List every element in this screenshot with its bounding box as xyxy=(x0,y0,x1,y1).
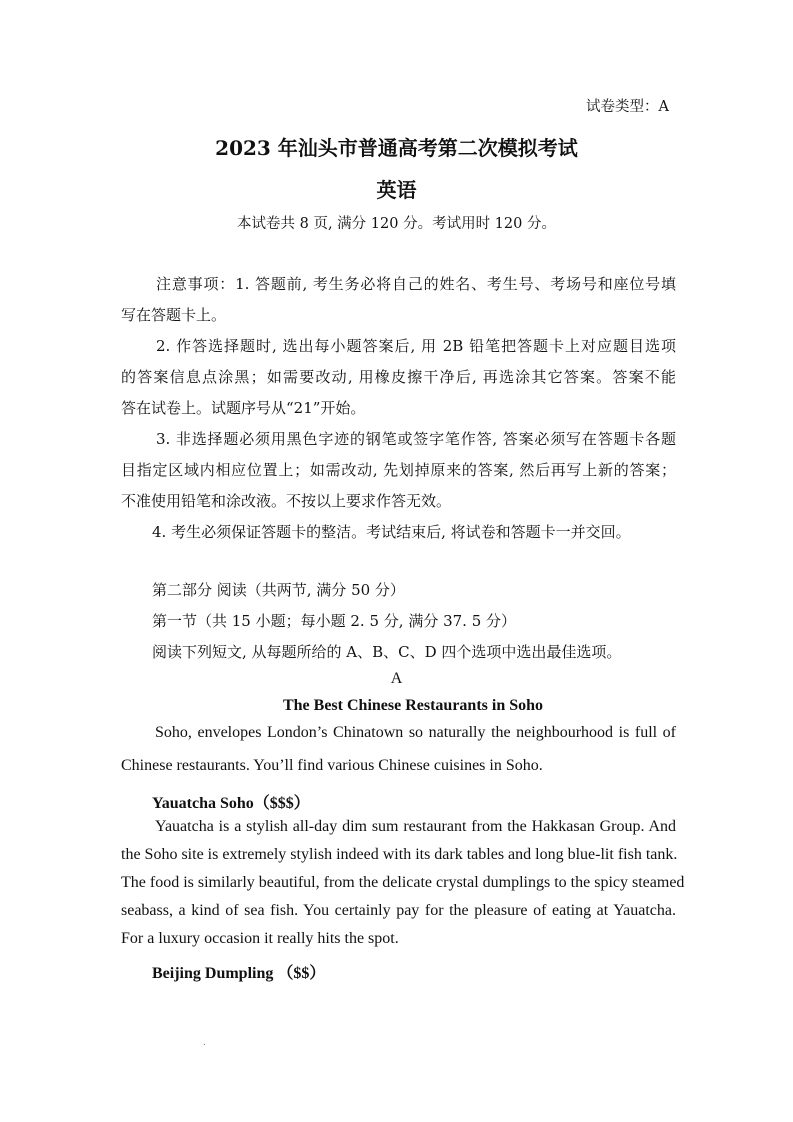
section-direction: 阅读下列短文, 从每题所给的 A、B、C、D 四个选项中选出最佳选项。 xyxy=(152,643,622,661)
passage-line: Soho, envelopes London’s Chinatown so naturally the neighbourhood is full of xyxy=(155,724,676,741)
instruction-line: 4. 考生必须保证答题卡的整洁。考试结束后, 将试卷和答题卡一并交回。 xyxy=(152,523,631,541)
exam-info: 本试卷共 8 页, 满分 120 分。考试用时 120 分。 xyxy=(237,216,556,232)
subsection-heading: 第一节（共 15 小题；每小题 2. 5 分, 满分 37. 5 分） xyxy=(152,612,517,630)
footer-mark: . xyxy=(203,1038,206,1048)
passage-line: For a luxury occasion it really hits the spot. xyxy=(121,930,399,947)
paper-type-label: 试卷类型：A xyxy=(586,99,669,115)
instruction-line: 2. 作答选择题时, 选出每小题答案后, 用 2B 铅笔把答题卡上对应题目选项 xyxy=(156,337,676,355)
instruction-line: 注意事项：1. 答题前, 考生务必将自己的姓名、考生号、考场号和座位号填 xyxy=(156,275,676,293)
passage-line: Chinese restaurants. You’ll find various Chinese cuisines in Soho. xyxy=(121,757,543,774)
passage-line: The food is similarly beautiful, from the delicate crystal dumplings to the spicy steamed xyxy=(121,874,685,891)
exam-title: 2023 年汕头市普通高考第二次模拟考试 xyxy=(215,136,578,160)
section-part-heading: 第二部分 阅读（共两节, 满分 50 分） xyxy=(152,581,405,599)
passage-title: The Best Chinese Restaurants in Soho xyxy=(282,697,544,714)
restaurant-heading: Beijing Dumpling （$$） xyxy=(152,965,326,982)
instruction-line: 写在答题卡上。 xyxy=(121,306,227,324)
instruction-line: 3. 非选择题必须用黑色字迹的钢笔或签字笔作答, 答案必须写在答题卡各题 xyxy=(156,430,676,448)
passage-letter: A xyxy=(390,670,403,687)
passage-line: Yauatcha is a stylish all-day dim sum restaurant from the Hakkasan Group. And xyxy=(155,818,676,835)
passage-line: seabass, a kind of sea fish. You certainly pay for the pleasure of eating at Yauatcha. xyxy=(121,902,676,919)
instruction-line: 目指定区域内相应位置上；如需改动, 先划掉原来的答案, 然后再写上新的答案； xyxy=(121,461,676,479)
instruction-line: 不准使用铅笔和涂改液。不按以上要求作答无效。 xyxy=(121,492,452,510)
passage-line: the Soho site is extremely stylish indeed with its dark tables and long blue-lit fish tank. xyxy=(121,846,678,863)
instruction-line: 答在试卷上。试题序号从“21”开始。 xyxy=(121,399,366,417)
subject-title: 英语 xyxy=(376,178,417,202)
restaurant-heading: Yauatcha Soho（$$$） xyxy=(152,795,310,812)
instruction-line: 的答案信息点涂黑；如需要改动, 用橡皮擦干净后, 再选涂其它答案。答案不能 xyxy=(121,368,676,386)
